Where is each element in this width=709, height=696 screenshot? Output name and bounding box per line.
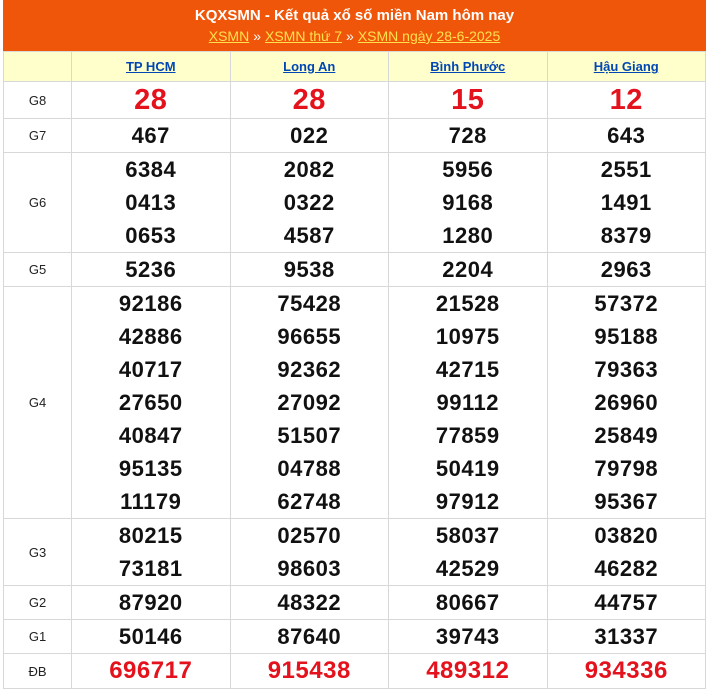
result-cell — [547, 153, 706, 253]
result-number: 934336 — [584, 657, 668, 684]
result-number: 0653 — [125, 223, 177, 248]
result-cell — [547, 253, 706, 287]
result-number: 42715 — [435, 357, 500, 382]
station-header — [389, 52, 548, 82]
result-number: 0413 — [125, 190, 177, 215]
result-number: 1280 — [442, 223, 494, 248]
result-number: 5236 — [125, 257, 177, 282]
result-cell — [72, 82, 231, 119]
result-number: 50146 — [118, 624, 183, 649]
prize-label: G4 — [4, 287, 72, 519]
result-number: 44757 — [594, 590, 659, 615]
result-cell — [389, 586, 548, 620]
prize-label: ĐB — [4, 654, 72, 689]
result-number: 58037 — [435, 523, 500, 548]
prize-label: G7 — [4, 119, 72, 153]
result-number: 0322 — [283, 190, 335, 215]
result-number: 96655 — [277, 324, 342, 349]
result-cell — [230, 253, 389, 287]
result-cell — [230, 153, 389, 253]
result-number: 73181 — [118, 556, 183, 581]
result-cell — [547, 654, 706, 689]
breadcrumb-link-xsmn-date[interactable]: XSMN ngày 28-6-2025 — [357, 28, 501, 44]
breadcrumb-separator: » — [346, 28, 354, 44]
prize-row — [4, 519, 706, 586]
result-cell — [389, 287, 548, 519]
result-number: 51507 — [277, 423, 342, 448]
result-number: 8379 — [600, 223, 652, 248]
result-number: 50419 — [435, 456, 500, 481]
results-table — [3, 51, 706, 689]
result-number: 95135 — [118, 456, 183, 481]
prize-label: G2 — [4, 586, 72, 620]
result-number: 99112 — [436, 390, 499, 415]
result-cell — [72, 519, 231, 586]
result-number: 9168 — [442, 190, 494, 215]
result-number: 9538 — [283, 257, 335, 282]
result-cell — [547, 82, 706, 119]
result-number: 4587 — [283, 223, 335, 248]
result-number: 42886 — [118, 324, 183, 349]
result-number: 2963 — [600, 257, 652, 282]
result-number: 643 — [607, 123, 646, 148]
station-header-row — [4, 52, 706, 82]
result-number: 92362 — [277, 357, 342, 382]
result-number: 42529 — [435, 556, 500, 581]
result-number: 21528 — [435, 291, 500, 316]
result-cell — [389, 519, 548, 586]
result-number: 489312 — [426, 657, 510, 684]
result-cell — [72, 153, 231, 253]
result-number: 31337 — [594, 624, 659, 649]
result-number: 57372 — [594, 291, 659, 316]
result-number: 77859 — [435, 423, 500, 448]
breadcrumb-link-xsmn-thu-7[interactable]: XSMN thứ 7 — [264, 28, 343, 44]
result-cell — [389, 654, 548, 689]
result-number: 26960 — [594, 390, 659, 415]
result-number: 915438 — [267, 657, 351, 684]
result-number: 28 — [292, 84, 326, 116]
station-header — [230, 52, 389, 82]
result-cell — [230, 519, 389, 586]
result-cell — [547, 519, 706, 586]
result-number: 97912 — [435, 489, 500, 514]
prize-row — [4, 82, 706, 119]
result-number: 6384 — [125, 157, 177, 182]
result-cell — [230, 654, 389, 689]
result-number: 62748 — [277, 489, 342, 514]
result-number: 87920 — [118, 590, 183, 615]
result-cell — [389, 153, 548, 253]
prize-row — [4, 287, 706, 519]
result-number: 25849 — [594, 423, 659, 448]
result-cell — [389, 82, 548, 119]
breadcrumb-link-xsmn[interactable]: XSMN — [208, 28, 250, 44]
result-number: 40847 — [118, 423, 183, 448]
station-header — [547, 52, 706, 82]
result-number: 728 — [448, 123, 487, 148]
result-number: 11179 — [120, 489, 182, 514]
result-cell — [389, 620, 548, 654]
results-header — [3, 0, 706, 51]
result-number: 27092 — [277, 390, 342, 415]
result-number: 80667 — [435, 590, 500, 615]
result-cell — [547, 620, 706, 654]
result-number: 04788 — [277, 456, 342, 481]
result-number: 2204 — [442, 257, 494, 282]
result-cell — [72, 287, 231, 519]
prize-row — [4, 586, 706, 620]
station-link-long-an[interactable]: Long An — [283, 59, 336, 74]
station-header — [72, 52, 231, 82]
result-number: 2082 — [283, 157, 335, 182]
station-link-hau-giang[interactable]: Hậu Giang — [593, 59, 659, 74]
result-number: 87640 — [277, 624, 342, 649]
prize-row — [4, 620, 706, 654]
result-cell — [230, 586, 389, 620]
result-number: 12 — [609, 84, 643, 116]
result-number: 79363 — [594, 357, 659, 382]
prize-label: G5 — [4, 253, 72, 287]
result-number: 39743 — [435, 624, 500, 649]
prize-row — [4, 119, 706, 153]
result-cell — [72, 119, 231, 153]
result-number: 02570 — [277, 523, 342, 548]
result-number: 5956 — [442, 157, 494, 182]
prize-label: G3 — [4, 519, 72, 586]
result-number: 467 — [131, 123, 170, 148]
result-number: 80215 — [118, 523, 183, 548]
prize-row — [4, 253, 706, 287]
result-number: 40717 — [118, 357, 183, 382]
result-cell — [230, 119, 389, 153]
prize-label: G8 — [4, 82, 72, 119]
result-cell — [389, 119, 548, 153]
prize-column-header — [4, 52, 72, 82]
results-body — [4, 82, 706, 689]
breadcrumb-separator: » — [253, 28, 261, 44]
result-number: 10975 — [435, 324, 500, 349]
result-cell — [72, 620, 231, 654]
breadcrumb — [209, 27, 501, 45]
result-cell — [547, 586, 706, 620]
result-number: 03820 — [594, 523, 659, 548]
result-number: 28 — [134, 84, 168, 116]
result-cell — [230, 82, 389, 119]
result-number: 15 — [451, 84, 485, 116]
result-number: 696717 — [109, 657, 193, 684]
result-number: 98603 — [277, 556, 342, 581]
result-number: 79798 — [594, 456, 659, 481]
prize-row — [4, 654, 706, 689]
prize-row — [4, 153, 706, 253]
result-cell — [72, 253, 231, 287]
prize-label: G1 — [4, 620, 72, 654]
result-number: 1491 — [600, 190, 652, 215]
station-link-binh-phuoc[interactable]: Bình Phước — [430, 59, 506, 74]
results-title: KQXSMN - Kết quả xổ số miền Nam hôm nay — [194, 7, 515, 24]
result-cell — [230, 620, 389, 654]
result-number: 75428 — [277, 291, 342, 316]
result-cell — [230, 287, 389, 519]
result-number: 95188 — [594, 324, 659, 349]
result-number: 46282 — [594, 556, 659, 581]
result-cell — [547, 119, 706, 153]
result-number: 27650 — [118, 390, 183, 415]
result-cell — [72, 586, 231, 620]
result-cell — [72, 654, 231, 689]
result-number: 95367 — [594, 489, 659, 514]
prize-label: G6 — [4, 153, 72, 253]
result-number: 022 — [290, 123, 329, 148]
result-cell — [389, 253, 548, 287]
results-widget — [3, 0, 706, 696]
result-number: 2551 — [600, 157, 652, 182]
station-link-tp-hcm[interactable]: TP HCM — [125, 59, 176, 74]
result-cell — [547, 287, 706, 519]
result-number: 92186 — [118, 291, 183, 316]
result-number: 48322 — [277, 590, 342, 615]
